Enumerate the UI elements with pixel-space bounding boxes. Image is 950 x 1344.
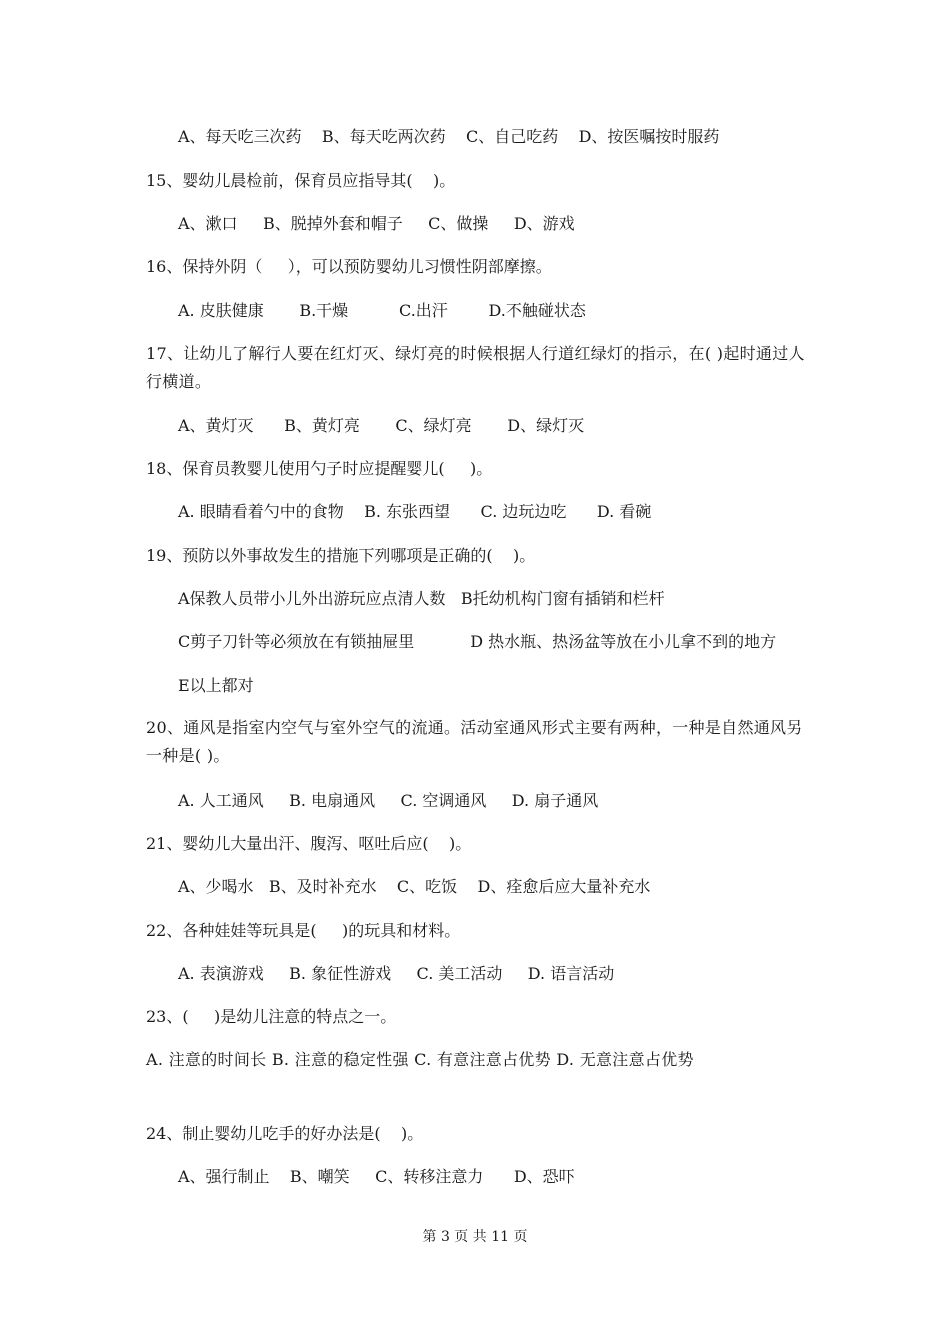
q19-option-cd: C剪子刀针等必须放在有锁抽屉里 D 热水瓶、热汤盆等放在小儿拿不到的地方 xyxy=(178,632,777,651)
q14-options: A、每天吃三次药 B、每天吃两次药 C、自己吃药 D、按医嘱按时服药 xyxy=(178,127,720,146)
q21-text: 21、婴幼儿大量出汗、腹泻、呕吐后应( )。 xyxy=(146,834,472,853)
q19-option-e: E以上都对 xyxy=(178,676,254,695)
q20-options: A. 人工通风 B. 电扇通风 C. 空调通风 D. 扇子通风 xyxy=(178,791,599,810)
q24-options: A、强行制止 B、嘲笑 C、转移注意力 D、恐吓 xyxy=(178,1167,575,1186)
q23-text: 23、( )是幼儿注意的特点之一。 xyxy=(146,1007,397,1026)
q22-options: A. 表演游戏 B. 象征性游戏 C. 美工活动 D. 语言活动 xyxy=(178,964,615,983)
q24-text: 24、制止婴幼儿吃手的好办法是( )。 xyxy=(146,1124,424,1143)
q22-text: 22、各种娃娃等玩具是( )的玩具和材料。 xyxy=(146,921,461,940)
q21-options: A、少喝水 B、及时补充水 C、吃饭 D、痊愈后应大量补充水 xyxy=(178,877,651,896)
q23-options: A. 注意的时间长 B. 注意的稳定性强 C. 有意注意占优势 D. 无意注意占优势 xyxy=(146,1050,694,1069)
page-number: 第 3 页 共 11 页 xyxy=(422,1229,528,1245)
q15-options: A、漱口 B、脱掉外套和帽子 C、做操 D、游戏 xyxy=(178,214,575,233)
q15-text: 15、婴幼儿晨检前，保育员应指导其( )。 xyxy=(146,171,456,190)
q17-text: 17、让幼儿了解行人要在红灯灭、绿灯亮的时候根据人行道红绿灯的指示，在( )起时通过人行横道。 xyxy=(146,344,805,391)
q19-option-ab: A保教人员带小儿外出游玩应点清人数 B托幼机构门窗有插销和栏杆 xyxy=(178,589,665,608)
q18-text: 18、保育员教婴儿使用勺子时应提醒婴儿( )。 xyxy=(146,459,493,478)
q17-options: A、黄灯灭 B、黄灯亮 C、绿灯亮 D、绿灯灭 xyxy=(178,416,585,435)
q20-text: 20、通风是指室内空气与室外空气的流通。活动室通风形式主要有两种，一种是自然通风另一种是( )。 xyxy=(146,718,803,765)
q19-text: 19、预防以外事故发生的措施下列哪项是正确的( )。 xyxy=(146,546,536,565)
q16-text: 16、保持外阴（ ），可以预防婴幼儿习惯性阴部摩擦。 xyxy=(146,257,552,276)
q18-options: A. 眼睛看着勺中的食物 B. 东张西望 C. 边玩边吃 D. 看碗 xyxy=(178,502,652,521)
q16-options: A. 皮肤健康 B.干燥 C.出汗 D.不触碰状态 xyxy=(178,301,586,320)
